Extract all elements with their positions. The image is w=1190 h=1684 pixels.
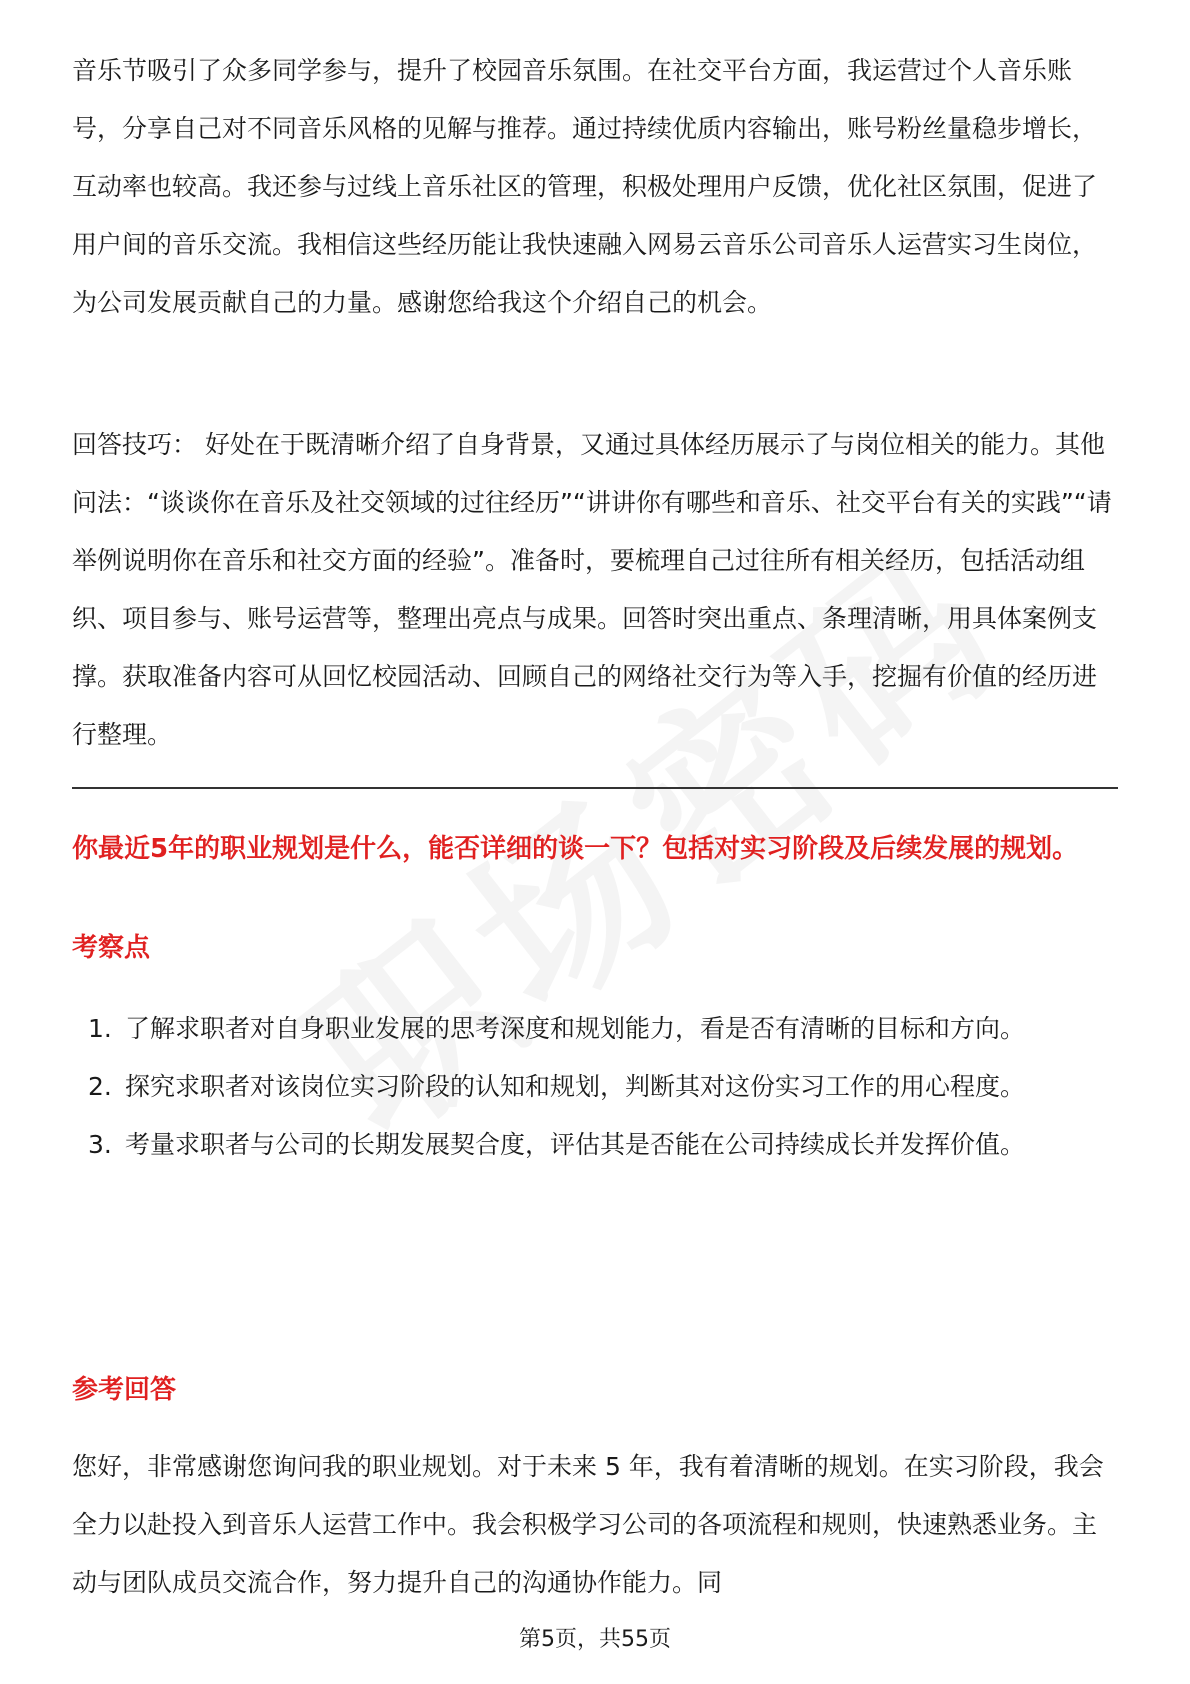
intro-paragraph: 音乐节吸引了众多同学参与，提升了校园音乐氛围。在社交平台方面，我运营过个人音乐账号，分享自己对不同音乐风格的见解与推荐。通过持续优质内容输出，账号粉丝量稳步增长，互动率也较高。我还参与过线上音乐社区的管理，积极处理用户反馈，优化社区氛围，促进了用户间的音乐交流。我相信这些经历能让我快速融入网易云音乐公司音乐人运营实习生岗位，为公司发展贡献自己的力量。感谢您给我这个介绍自己的机会。 <box>72 56 1098 317</box>
list-item <box>72 1000 1118 1058</box>
list-item-number: 3. <box>88 1130 112 1159</box>
points-heading: 考察点 <box>72 933 151 963</box>
list-item <box>72 1058 1118 1116</box>
list-item-text: 探究求职者对该岗位实习阶段的认知和规划，判断其对这份实习工作的用心程度。 <box>125 1072 1026 1101</box>
answer-heading: 参考回答 <box>72 1375 177 1405</box>
question-heading: 你最近5年的职业规划是什么，能否详细的谈一下？包括对实习阶段及后续发展的规划。 <box>72 834 1079 864</box>
list-item <box>72 1116 1118 1174</box>
list-item-text: 了解求职者对自身职业发展的思考深度和规划能力，看是否有清晰的目标和方向。 <box>125 1014 1026 1043</box>
page-footer: 第5页，共55页 <box>519 1627 671 1652</box>
points-list <box>72 1000 1118 1174</box>
section-divider <box>72 787 1118 789</box>
list-item-number: 1. <box>88 1014 112 1043</box>
answer-paragraph: 您好，非常感谢您询问我的职业规划。对于未来 5 年，我有着清晰的规划。在实习阶段，我会全力以赴投入到音乐人运营工作中。我会积极学习公司的各项流程和规则，快速熟悉业务。主动与团队成员交流合作，努力提升自己的沟通协作能力。同 <box>72 1452 1104 1597</box>
tips-paragraph: 回答技巧： 好处在于既清晰介绍了自身背景，又通过具体经历展示了与岗位相关的能力。其他问法：“谈谈你在音乐及社交领域的过往经历”“讲讲你有哪些和音乐、社交平台有关的实践”“请举例说明你在音乐和社交方面的经验”。准备时，要梳理自己过往所有相关经历，包括活动组织、项目参与、账号运营等，整理出亮点与成果。回答时突出重点、条理清晰，用具体案例支撑。获取准备内容可从回忆校园活动、回顾自己的网络社交行为等入手，挖掘有价值的经历进行整理。 <box>72 430 1112 749</box>
list-item-number: 2. <box>88 1072 112 1101</box>
list-item-text: 考量求职者与公司的长期发展契合度，评估其是否能在公司持续成长并发挥价值。 <box>125 1130 1026 1159</box>
